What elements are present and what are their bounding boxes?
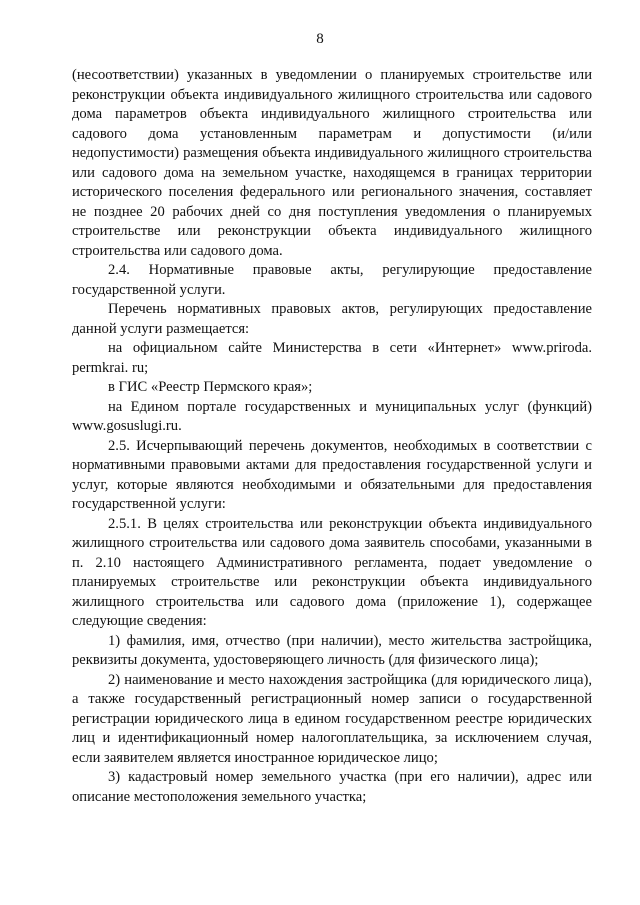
paragraph-approval-period: (несоответствии) указанных в уведомлении о планируемых строительстве или реконструкции объекта индивидуального жилищного строительства или садового дома параметров объекта индивидуального жилищного строительства или садового дома установленным параметрам и допустимости (и/или недопустимости) размещения объекта индивидуального жилищного строительства или садового дома на земельном участке, находящемся в границах территории исторического поселения федерального или регионального значения, составляет не позднее 20 рабочих дней со дня поступления уведомления о планируемых строительстве или реконструкции объекта индивидуального жилищного строительства или садового дома. xyxy=(72,67,592,259)
paragraph-ministry-site: на официальном сайте Министерства в сети «Интернет» www.priroda. permkrai. ru; xyxy=(72,340,592,376)
list-item-2: 2) наименование и место нахождения застройщика (для юридического лица), а также государственный регистрационный номер записи о государственной регистрации юридического лица в едином государственном реестре юридических лиц и идентификационный номер налогоплательщика, за исключением случая, если заявителем является иностранное юридическое лицо; xyxy=(72,671,592,766)
paragraph-section-2-5: 2.5. Исчерпывающий перечень документов, необходимых в соответствии с нормативными правовыми актами для предоставления государственной услуги и услуг, которые являются необходимыми и обязательными для предоставления государственной услуги: xyxy=(72,437,592,512)
paragraph-unified-portal: на Едином портале государственных и муниципальных услуг (функций) www.gosuslugi.ru. xyxy=(72,398,592,434)
page-number: 8 xyxy=(316,31,324,47)
paragraph-gis-registry: в ГИС «Реестр Пермского края»; xyxy=(108,379,313,395)
list-item-1: 1) фамилия, имя, отчество (при наличии), место жительства застройщика, реквизиты документа, удостоверяющего личность (для физического лица); xyxy=(72,632,592,668)
paragraph-section-2-4: 2.4. Нормативные правовые акты, регулирующие предоставление государственной услуги. xyxy=(72,262,592,298)
paragraph-section-2-5-1: 2.5.1. В целях строительства или реконструкции объекта индивидуального жилищного строительства или садового дома заявитель способами, указанными в п. 2.10 настоящего Административного регламента, подает уведомление о планируемых строительстве или реконструкции объекта индивидуального жилищного строительства или садового дома (приложение 1), содержащее следующие сведения: xyxy=(72,515,592,629)
paragraph-legal-acts-list: Перечень нормативных правовых актов, регулирующих предоставление данной услуги размещается: xyxy=(72,301,592,337)
document-body xyxy=(72,66,592,807)
list-item-3: 3) кадастровый номер земельного участка (при его наличии), адрес или описание местоположения земельного участка; xyxy=(72,769,592,805)
